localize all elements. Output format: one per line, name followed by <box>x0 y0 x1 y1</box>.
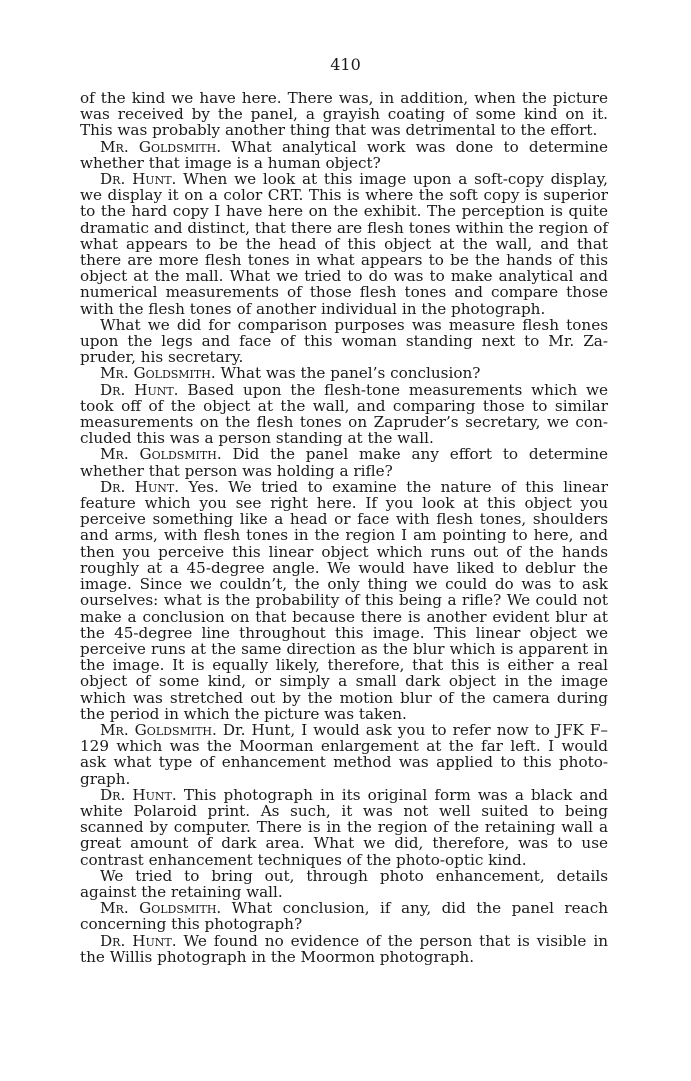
paragraph <box>80 933 608 965</box>
paragraph-text: What we did for comparison purposes was measure flesh tones upon the legs and face of this woman standing next to Mr. Zapruder, his secretary. <box>80 315 608 367</box>
paragraph-text: We tried to bring out, through photo enhancement, details against the retaining wall. <box>80 866 608 901</box>
paragraph <box>80 139 608 171</box>
transcript-body <box>80 90 608 965</box>
paragraph-text: We found no evidence of the person that is visible in the Willis photograph in the Moormon photograph. <box>80 931 608 966</box>
speaker-label: Mr. Goldsmith. <box>100 137 222 156</box>
speaker-label: Mr. Goldsmith. <box>100 445 222 464</box>
speaker-label: Dr. Hunt. <box>100 170 177 189</box>
speaker-label: Dr. Hunt. <box>100 931 177 950</box>
page-number: 410 <box>330 55 361 74</box>
paragraph-text: When we look at this image upon a soft-copy display, we display it on a color CRT. This is where the soft copy is superior to the hard copy I have here on the exhibit. The perception is quite dramatic and distinct, that there are flesh tones within the region of what appears to be the head of this object at the wall, and that there are more flesh tones in what appears to be the hands of this object at the mall. What we tried to do was to make analytical and numerical measurements of those flesh tones and compare those with the flesh tones of another individual in the photograph. <box>80 170 608 318</box>
paragraph <box>80 317 608 366</box>
paragraph-text: of the kind we have here. There was, in addition, when the picture was received by the panel, a grayish coating of some kind on it. This was probably another thing that was detrimental to the effort. <box>80 89 608 140</box>
paragraph-text: This photograph in its original form was a black and white Polaroid print. As such, it was not well suited to being scanned by computer. There is in the region of the retaining wall a great amount of dark area. What we did, therefore, was to use contrast enhancement techniques of the photo-optic kind. <box>80 785 609 869</box>
paragraph-text: What conclusion, if any, did the panel reach concerning this photograph? <box>80 899 608 934</box>
paragraph-text: Dr. Hunt, I would ask you to refer now to JFK F–129 which was the Moorman enlargement at the far left. I would ask what type of enhancement method was applied to this photograph. <box>80 720 609 788</box>
paragraph-text: What analytical work was done to determine whether that image is a human object? <box>80 137 608 172</box>
paragraph <box>80 479 608 722</box>
paragraph-text: Yes. We tried to examine the nature of this linear feature which you see right here. If you look at this object you perceive something like a head or face with flesh tones, shoulders and arms, with flesh tones in the region I am pointing to here, and then you perceive this linear object which runs out of the hands roughly at a 45-degree angle. We would have liked to deblur the image. Since we couldn’t, the only thing we could do was to ask ourselves: what is the probability of this being a rifle? We could not make a conclusion on that because there is another evident blur at the 45-degree line throughout this image. This linear object we perceive runs at the same direction as the blur which is apparent in the image. It is equally likely, therefore, that this is either a real object of some kind, or simply a small dark object in the image which was stretched out by the motion blur of the camera during the period in which the picture was taken. <box>80 477 608 723</box>
paragraph <box>80 787 608 868</box>
paragraph <box>80 382 608 447</box>
paragraph <box>80 868 608 900</box>
paragraph <box>80 171 608 317</box>
paragraph <box>80 722 608 787</box>
paragraph <box>80 900 608 932</box>
paragraph-text: Based upon the flesh-tone measurements which we took off of the object at the wall, and comparing those to similar measurements on the flesh tones on Zapruder’s secretary, we concluded this was a person standing at the wall. <box>80 380 609 448</box>
paragraph-text: Did the panel make any effort to determine whether that person was holding a rifle? <box>80 445 608 480</box>
speaker-label: Dr. Hunt. <box>100 785 177 804</box>
speaker-label: Dr. Hunt. <box>100 477 180 496</box>
paragraph <box>80 90 608 139</box>
speaker-label: Mr. Goldsmith. <box>100 899 222 918</box>
paragraph-text: What was the panel’s conclusion? <box>215 364 481 383</box>
speaker-label: Mr. Goldsmith. <box>100 720 217 739</box>
speaker-label: Dr. Hunt. <box>100 380 179 399</box>
paragraph <box>80 365 608 381</box>
speaker-label: Mr. Goldsmith. <box>100 364 216 383</box>
paragraph <box>80 446 608 478</box>
